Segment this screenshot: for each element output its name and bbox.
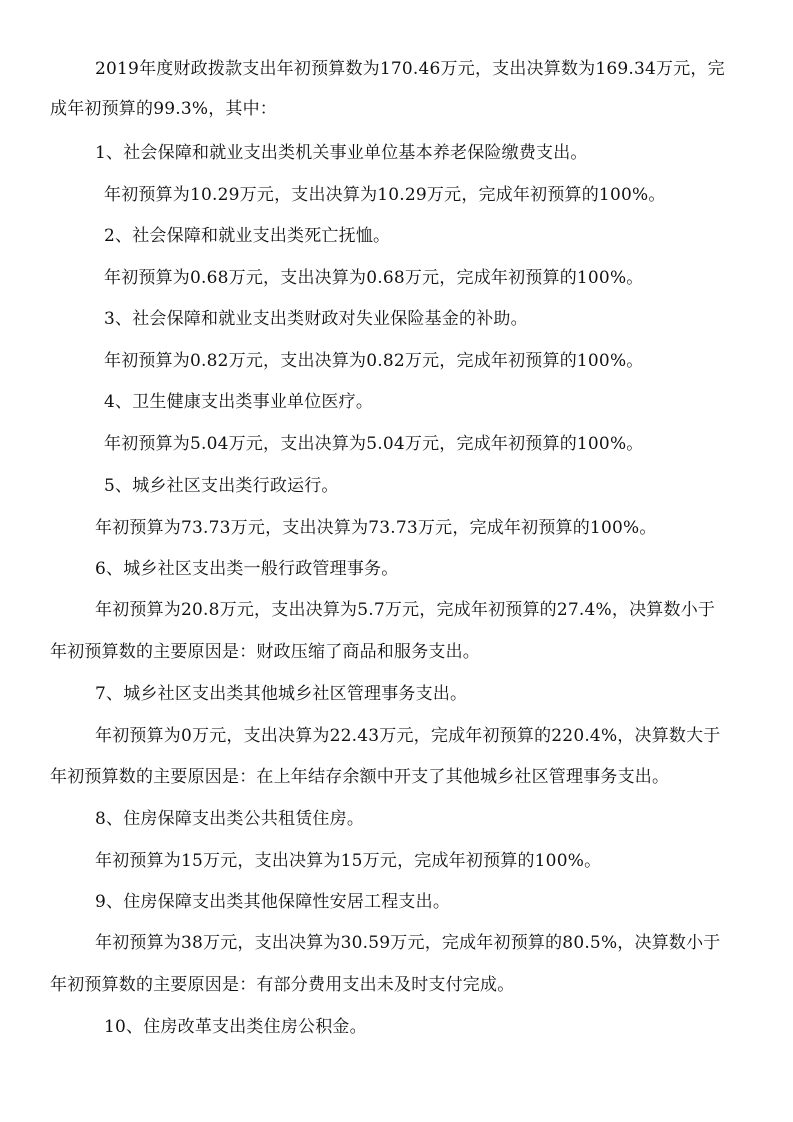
item-3-body: 年初预算为0.82万元，支出决算为0.82万元，完成年初预算的100%。	[104, 351, 644, 371]
item-7-body-line-2: 年初预算数的主要原因是：在上年结存余额中开支了其他城乡社区管理事务支出。	[50, 767, 670, 787]
item-9-body-line-1: 年初预算为38万元，支出决算为30.59万元，完成年初预算的80.5%，决算数小于	[95, 933, 721, 953]
item-7-heading: 7、城乡社区支出类其他城乡社区管理事务支出。	[95, 684, 468, 704]
item-6-body-line-2: 年初预算数的主要原因是：财政压缩了商品和服务支出。	[50, 642, 480, 662]
item-6-body-line-1: 年初预算为20.8万元，支出决算为5.7万元，完成年初预算的27.4%，决算数小于	[95, 600, 716, 620]
item-4-body: 年初预算为5.04万元，支出决算为5.04万元，完成年初预算的100%。	[104, 434, 644, 454]
item-7-body-line-1: 年初预算为0万元，支出决算为22.43万元，完成年初预算的220.4%，决算数大于	[95, 726, 721, 746]
item-4-heading: 4、卫生健康支出类事业单位医疗。	[104, 392, 374, 412]
item-1-body: 年初预算为10.29万元，支出决算为10.29万元，完成年初预算的100%。	[104, 185, 666, 205]
item-8-body: 年初预算为15万元，支出决算为15万元，完成年初预算的100%。	[95, 851, 602, 871]
item-9-heading: 9、住房保障支出类其他保障性安居工程支出。	[95, 892, 451, 912]
item-1-heading: 1、社会保障和就业支出类机关事业单位基本养老保险缴费支出。	[95, 143, 588, 163]
item-5-body: 年初预算为73.73万元，支出决算为73.73万元，完成年初预算的100%。	[95, 518, 657, 538]
intro-line-2: 成年初预算的99.3%，其中：	[50, 99, 278, 119]
item-6-heading: 6、城乡社区支出类一般行政管理事务。	[95, 559, 399, 579]
item-2-body: 年初预算为0.68万元，支出决算为0.68万元，完成年初预算的100%。	[104, 268, 644, 288]
item-5-heading: 5、城乡社区支出类行政运行。	[104, 476, 339, 496]
item-9-body-line-2: 年初预算数的主要原因是：有部分费用支出未及时支付完成。	[50, 975, 515, 995]
item-8-heading: 8、住房保障支出类公共租赁住房。	[95, 809, 365, 829]
item-2-heading: 2、社会保障和就业支出类死亡抚恤。	[104, 226, 391, 246]
item-10-heading: 10、住房改革支出类住房公积金。	[104, 1017, 367, 1037]
item-3-heading: 3、社会保障和就业支出类财政对失业保险基金的补助。	[104, 309, 528, 329]
intro-line-1: 2019年度财政拨款支出年初预算数为170.46万元，支出决算数为169.34万元，完	[95, 59, 725, 79]
